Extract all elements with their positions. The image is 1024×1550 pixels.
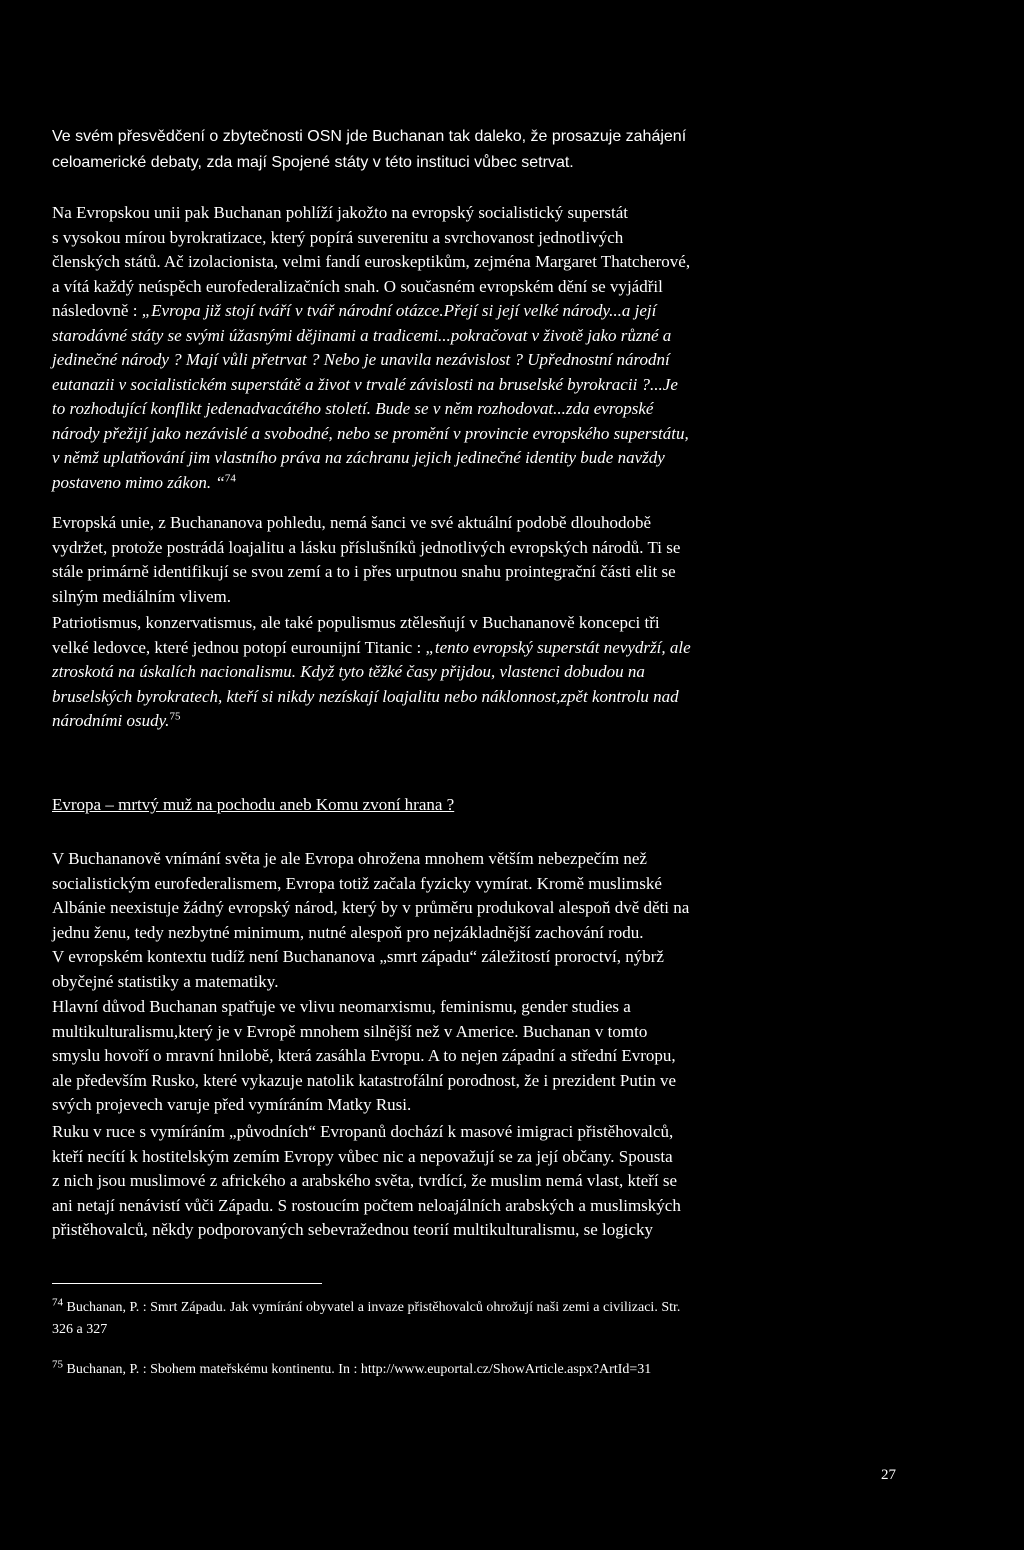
footnote-divider	[52, 1283, 322, 1284]
paragraph-neomarxism	[52, 995, 962, 1118]
text-line: silným mediálním vlivem.	[52, 586, 231, 606]
paragraph-eu-superstate	[52, 201, 962, 495]
text-line	[52, 299, 962, 324]
text-line: socialistickým eurofederalismem, Evropa totiž začala fyzicky vymírat. Kromě muslimské	[52, 873, 662, 893]
quote-line: bruselských byrokratech, kteří si nikdy nezískají loajalitu nebo náklonnost,zpět kontrolu nad	[52, 686, 679, 706]
text-line: svých projevech varuje před vymíráním Matky Rusi.	[52, 1095, 412, 1114]
page-number: 27	[881, 1467, 896, 1483]
footnote-number: 74	[52, 1296, 63, 1309]
footnote-line: 326 a 327	[52, 1322, 108, 1337]
text-line: přistěhovalců, někdy podporovaných sebevražednou teorií multikulturalismu, se logicky	[52, 1220, 653, 1239]
text-line: stále primárně identifikují se svou zemí a to i přes urputnou snahu prointegrační části elit se	[52, 562, 676, 581]
footnote-text: Buchanan, P. : Sbohem mateřskému kontinentu. In : http://www.euportal.cz/ShowArticle.aspx?ArtId=31	[63, 1362, 652, 1377]
text-line: Evropská unie, z Buchananova pohledu, nemá šanci ve své aktuální podobě dlouhodobě	[52, 513, 652, 532]
quote-run: „tento evropský superstát nevydrží, ale	[425, 637, 691, 657]
text-line: Patriotismus, konzervatismus, ale také populismus ztělesňují v Buchananově koncepci tři	[52, 613, 660, 632]
text-run: velké ledovce, které jednou potopí eurounijní Titanic :	[52, 637, 426, 657]
paragraph-eu-loyalty	[52, 511, 962, 609]
quote-line: jedinečné národy ? Mají vůli přetrvat ? Nebo je unavila nezávislost ? Upřednostní národní	[52, 350, 670, 369]
footnote-line	[52, 1297, 952, 1319]
quote-line: eutanazii v socialistickém superstátě a život v trvalé závislosti na bruselské byrokracii ?...Je	[52, 374, 678, 394]
footnote-ref-75[interactable]: 75	[169, 710, 181, 723]
text-line: jednu ženu, tedy nezbytné minimum, nutné alespoň pro nejzákladnější zachování rodu.	[52, 922, 644, 942]
footnote-number: 75	[52, 1358, 63, 1371]
quote-line: to rozhodující konflikt jedenadvacátého století. Bude se v něm rozhodovat...zda evropské	[52, 399, 654, 418]
text-line: z nich jsou muslimové z afrického a arabského světa, tvrdící, že muslim nemá vlast, kteří se	[52, 1171, 678, 1190]
quote-line	[52, 709, 962, 734]
paragraph-immigration	[52, 1120, 962, 1243]
text-line: Na Evropskou unii pak Buchanan pohlíží jakožto na evropský socialistický superstát	[52, 203, 628, 222]
quote-run: „Evropa již stojí tváří v tvář národní otázce.Přejí si její velké národy...a její	[141, 301, 657, 320]
text-line: smyslu hovoří o mravní hnilobě, která zasáhla Evropu. A to nejen západní a střední Evropu,	[52, 1046, 676, 1065]
text-line: Albánie neexistuje žádný evropský národ, který by v průměru produkoval alespoň dvě děti na	[52, 898, 690, 917]
text-line: multikulturalismu,který je v Evropě mnohem silnější než v Americe. Buchanan v tomto	[52, 1021, 648, 1041]
quote-line: národy přežijí jako nezávislé a svobodné, nebo se promění v provincie evropského superstátu,	[52, 423, 689, 443]
footnote-75	[52, 1359, 952, 1381]
text-line: kteří necítí k hostitelským zemím Evropy vůbec nic a nepovažují se za její občany. Spousta	[52, 1146, 673, 1166]
text-line: členských států. Ač izolacionista, velmi fandí euroskeptikům, zejména Margaret Thatcherové,	[52, 252, 691, 271]
text-line: Ruku v ruce s vymíráním „původních“ Evropanů dochází k masové imigraci přistěhovalců,	[52, 1122, 674, 1141]
footnote-line	[52, 1359, 952, 1381]
paragraph-titanic	[52, 611, 962, 734]
quote-line: ztroskotá na úskalích nacionalismu. Když tyto těžké časy přijdou, vlastenci dobudou na	[52, 662, 645, 681]
text-line: obyčejné statistiky a matematiky.	[52, 971, 279, 991]
text-line: V evropském kontextu tudíž není Buchananova „smrt západu“ záležitostí proroctví, nýbrž	[52, 947, 664, 966]
paragraph-statistics	[52, 945, 962, 994]
text-line: celoamerické debaty, zda mají Spojené státy v této instituci vůbec setrvat.	[52, 154, 574, 171]
section-heading: Evropa – mrtvý muž na pochodu aneb Komu zvoní hrana ?	[52, 795, 455, 814]
paragraph-osn	[52, 124, 962, 176]
text-line: Hlavní důvod Buchanan spatřuje ve vlivu neomarxismu, feminismu, gender studies a	[52, 997, 631, 1016]
quote-line: starodávné státy se svými úžasnými dějinami a tradicemi...pokračovat v životě jako různé a	[52, 325, 672, 345]
quote-run: postaveno mimo zákon. “	[52, 472, 225, 492]
text-line: vydržet, protože postrádá loajalitu a lásku příslušníků jednotlivých evropských národů. Ti se	[52, 537, 681, 557]
text-line: s vysokou mírou byrokratizace, který popírá suverenitu a svrchovanost jednotlivých	[52, 227, 624, 247]
footnote-ref-74[interactable]: 74	[224, 471, 236, 484]
footnote-74	[52, 1297, 952, 1341]
text-line: ale především Rusko, které vykazuje natolik katastrofální porodnost, že i prezident Putin ve	[52, 1070, 677, 1090]
text-line	[52, 636, 962, 661]
quote-line: v němž uplatňování jim vlastního práva na záchranu jejich jedinečné identity bude navždy	[52, 448, 665, 467]
quote-line	[52, 471, 962, 496]
text-line: V Buchananově vnímání světa je ale Evropa ohrožena mnohem větším nebezpečím než	[52, 849, 647, 868]
text-line: a vítá každý neúspěch eurofederalizačních snah. O současném evropském dění se vyjádřil	[52, 276, 663, 296]
footnote-text: Buchanan, P. : Smrt Západu. Jak vymírání obyvatel a invaze přistěhovalců ohrožují naši zemi a civilizaci. Str.	[63, 1300, 681, 1315]
text-line: Ve svém přesvědčení o zbytečnosti OSN jde Buchanan tak daleko, že prosazuje zahájení	[52, 128, 687, 145]
paragraph-demography	[52, 847, 962, 945]
text-run: následovně :	[52, 301, 142, 320]
quote-run: národními osudy.	[52, 711, 170, 730]
text-line: ani netají nenávistí vůči Západu. S rostoucím počtem neloajálních arabských a muslimských	[52, 1195, 681, 1215]
